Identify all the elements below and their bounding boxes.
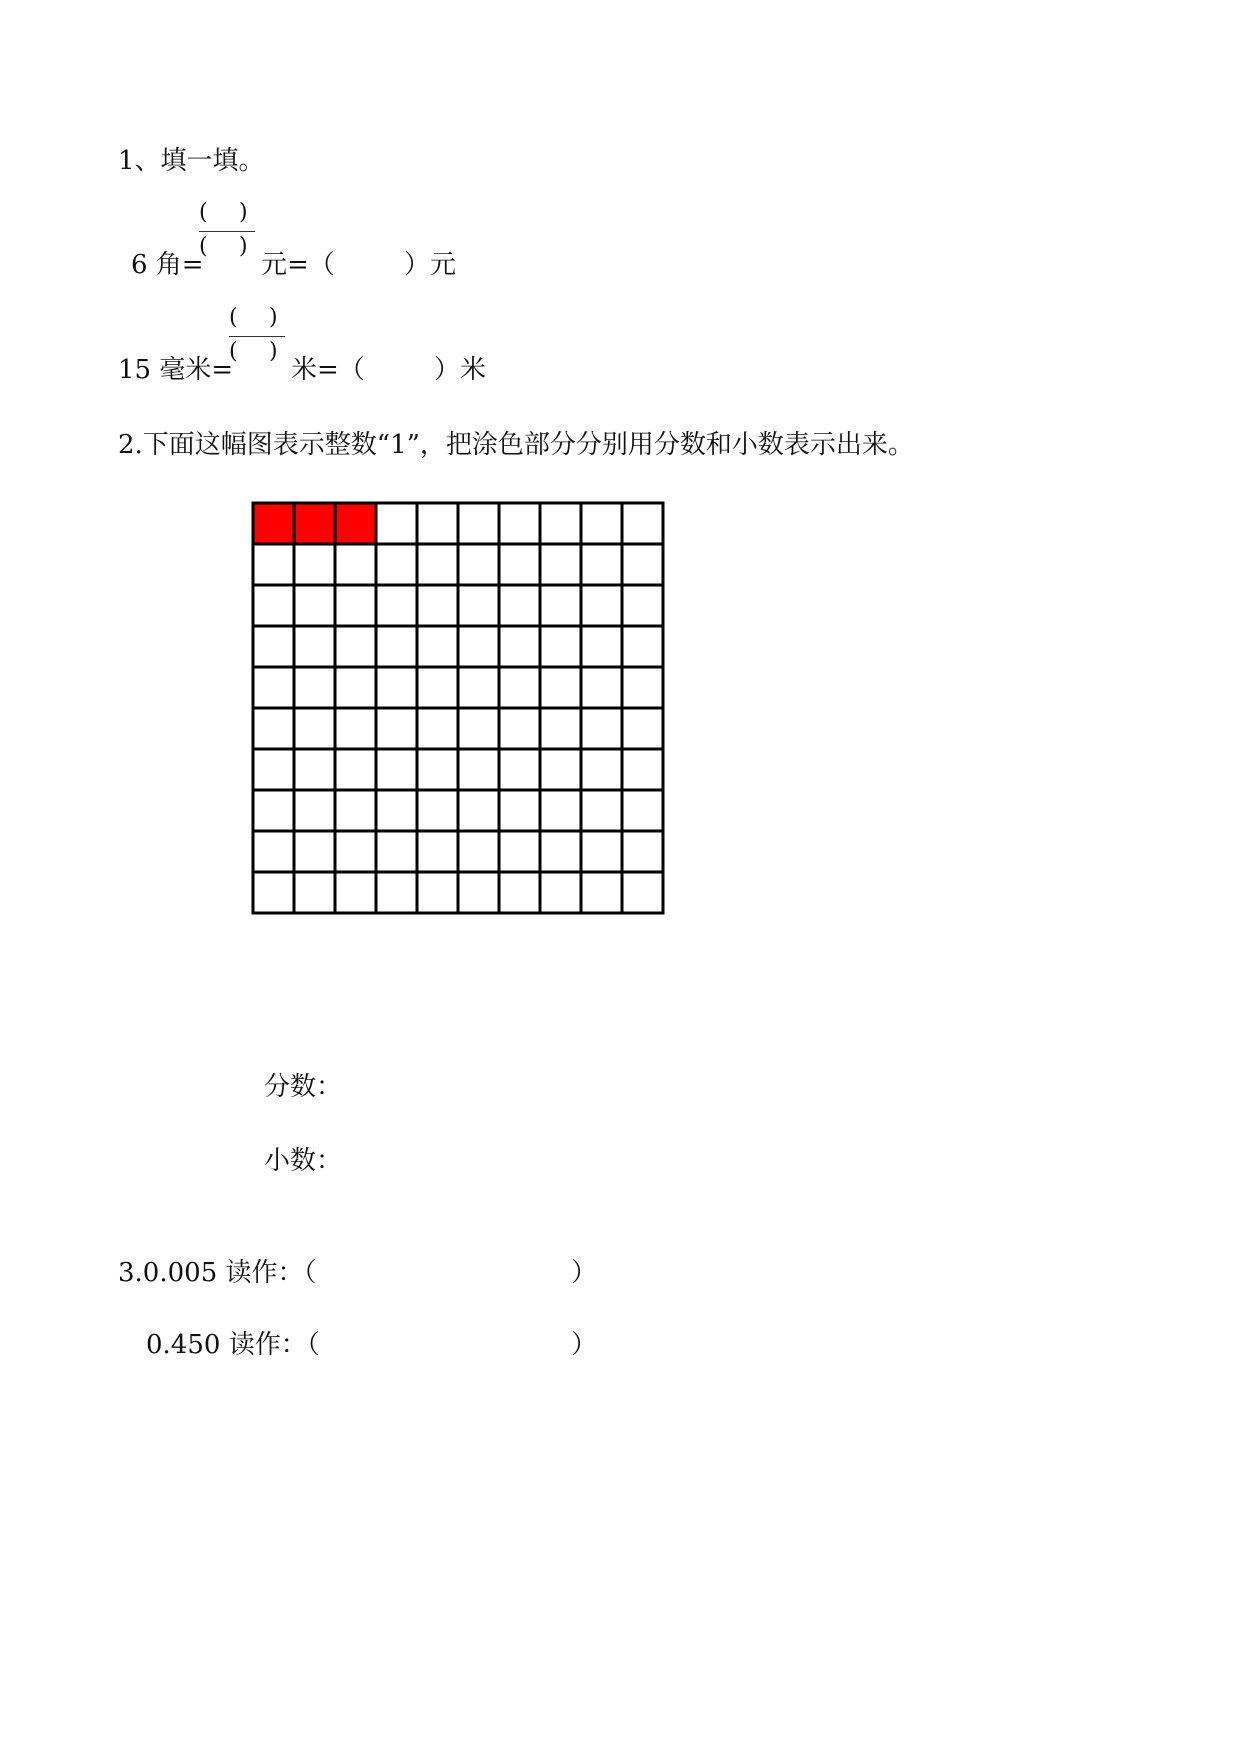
grid-cell [335, 544, 376, 585]
grid-cell [335, 626, 376, 667]
grid-cell [540, 790, 581, 831]
grid-cell [335, 585, 376, 626]
grid-cell [499, 585, 540, 626]
grid-cell [253, 544, 294, 585]
grid-cell [540, 544, 581, 585]
grid-cell [499, 503, 540, 544]
grid-cell [458, 626, 499, 667]
shaded-cell [294, 503, 335, 544]
grid-cell [253, 708, 294, 749]
grid-cell [581, 585, 622, 626]
grid-cell [622, 872, 663, 913]
grid-cell [417, 503, 458, 544]
grid-cell [622, 749, 663, 790]
q2-decimal-label: 小数： [264, 1146, 343, 1176]
grid-cell [581, 872, 622, 913]
grid-cell [335, 667, 376, 708]
grid-cell [417, 708, 458, 749]
grid-cell [294, 708, 335, 749]
q1-line1-mid: 元=（ [261, 250, 335, 280]
grid-cell [499, 667, 540, 708]
grid-cell [294, 667, 335, 708]
grid-cell [581, 503, 622, 544]
q1-title: 1、填一填。 [118, 146, 265, 176]
grid-cell [499, 544, 540, 585]
grid-cell [376, 872, 417, 913]
fraction-bar [229, 336, 285, 337]
grid-cell [376, 831, 417, 872]
grid-cell [622, 585, 663, 626]
grid-cell [458, 872, 499, 913]
grid-cell [376, 626, 417, 667]
grid-cell [540, 708, 581, 749]
grid-cell [499, 749, 540, 790]
grid-cell [376, 667, 417, 708]
grid-cell [458, 790, 499, 831]
grid-cell [376, 749, 417, 790]
grid-cell [376, 503, 417, 544]
grid-cell [376, 708, 417, 749]
grid-cell [335, 708, 376, 749]
grid-cell [335, 872, 376, 913]
grid-cell [294, 544, 335, 585]
q1-line2-left: 15 毫米= [118, 355, 234, 385]
grid-cell [253, 585, 294, 626]
grid-cell [622, 667, 663, 708]
q1-line2-mid: 米=（ [291, 355, 365, 385]
grid-cell [581, 831, 622, 872]
grid-cell [540, 667, 581, 708]
q3-line2-label: 0.450 读作：（ [146, 1330, 320, 1360]
grid-cell [294, 790, 335, 831]
grid-cell [294, 872, 335, 913]
grid-cell [376, 544, 417, 585]
grid-cell [581, 626, 622, 667]
grid-cell [335, 749, 376, 790]
grid-cell [417, 626, 458, 667]
grid-cell [499, 708, 540, 749]
grid-cell [417, 872, 458, 913]
grid-cell [458, 708, 499, 749]
grid-cell [253, 831, 294, 872]
grid-cell [540, 749, 581, 790]
q1-line1-left: 6 角= [131, 250, 204, 280]
grid-cell [417, 585, 458, 626]
grid-cell [417, 749, 458, 790]
q1-line1-right: ）元 [404, 250, 457, 280]
grid-cell [458, 503, 499, 544]
grid-cell [458, 544, 499, 585]
grid-cell [253, 790, 294, 831]
grid-cell [417, 667, 458, 708]
grid-cell [622, 831, 663, 872]
q1-line2-fraction: ( ) ( ) [229, 306, 279, 372]
grid-cell [458, 667, 499, 708]
q1-line2-right: ）米 [434, 355, 487, 385]
grid-cell [622, 626, 663, 667]
grid-cell [253, 667, 294, 708]
grid-cell [376, 790, 417, 831]
grid-cell [458, 831, 499, 872]
grid-cell [499, 831, 540, 872]
grid-cell [581, 667, 622, 708]
q1-line1-fraction: ( ) ( ) [199, 201, 249, 267]
grid-cell [417, 544, 458, 585]
grid-cell [294, 626, 335, 667]
grid-cell [417, 790, 458, 831]
grid-cell [499, 872, 540, 913]
q2-fraction-label: 分数： [264, 1072, 343, 1102]
grid-cell [622, 503, 663, 544]
grid-cell [581, 544, 622, 585]
grid-cell [294, 831, 335, 872]
grid-cell [622, 790, 663, 831]
q3-line1-label: 3.0.005 读作：（ [118, 1258, 317, 1288]
grid-cell [622, 544, 663, 585]
grid-cell [417, 831, 458, 872]
grid-cell [294, 749, 335, 790]
grid-cell [499, 626, 540, 667]
grid-cell [540, 831, 581, 872]
grid-cell [458, 749, 499, 790]
shaded-cell [335, 503, 376, 544]
grid-cell [376, 585, 417, 626]
grid-cell [581, 749, 622, 790]
grid-cell [540, 585, 581, 626]
grid-cell [294, 585, 335, 626]
grid-cell [253, 749, 294, 790]
grid-cell [335, 790, 376, 831]
grid-cell [540, 503, 581, 544]
grid-cell [540, 626, 581, 667]
grid-cell [253, 626, 294, 667]
q3-line1-close: ） [571, 1258, 598, 1288]
shaded-cell [253, 503, 294, 544]
fraction-bar [199, 231, 255, 232]
grid-cell [622, 708, 663, 749]
grid-cell [540, 872, 581, 913]
q2-title: 2.下面这幅图表示整数“1”，把涂色部分分别用分数和小数表示出来。 [118, 430, 914, 460]
grid-cell [499, 790, 540, 831]
hundred-grid [251, 501, 665, 915]
grid-cell [458, 585, 499, 626]
grid-cell [581, 790, 622, 831]
grid-cell [581, 708, 622, 749]
q3-line2-close: ） [571, 1330, 598, 1360]
grid-cell [335, 831, 376, 872]
grid-cell [253, 872, 294, 913]
